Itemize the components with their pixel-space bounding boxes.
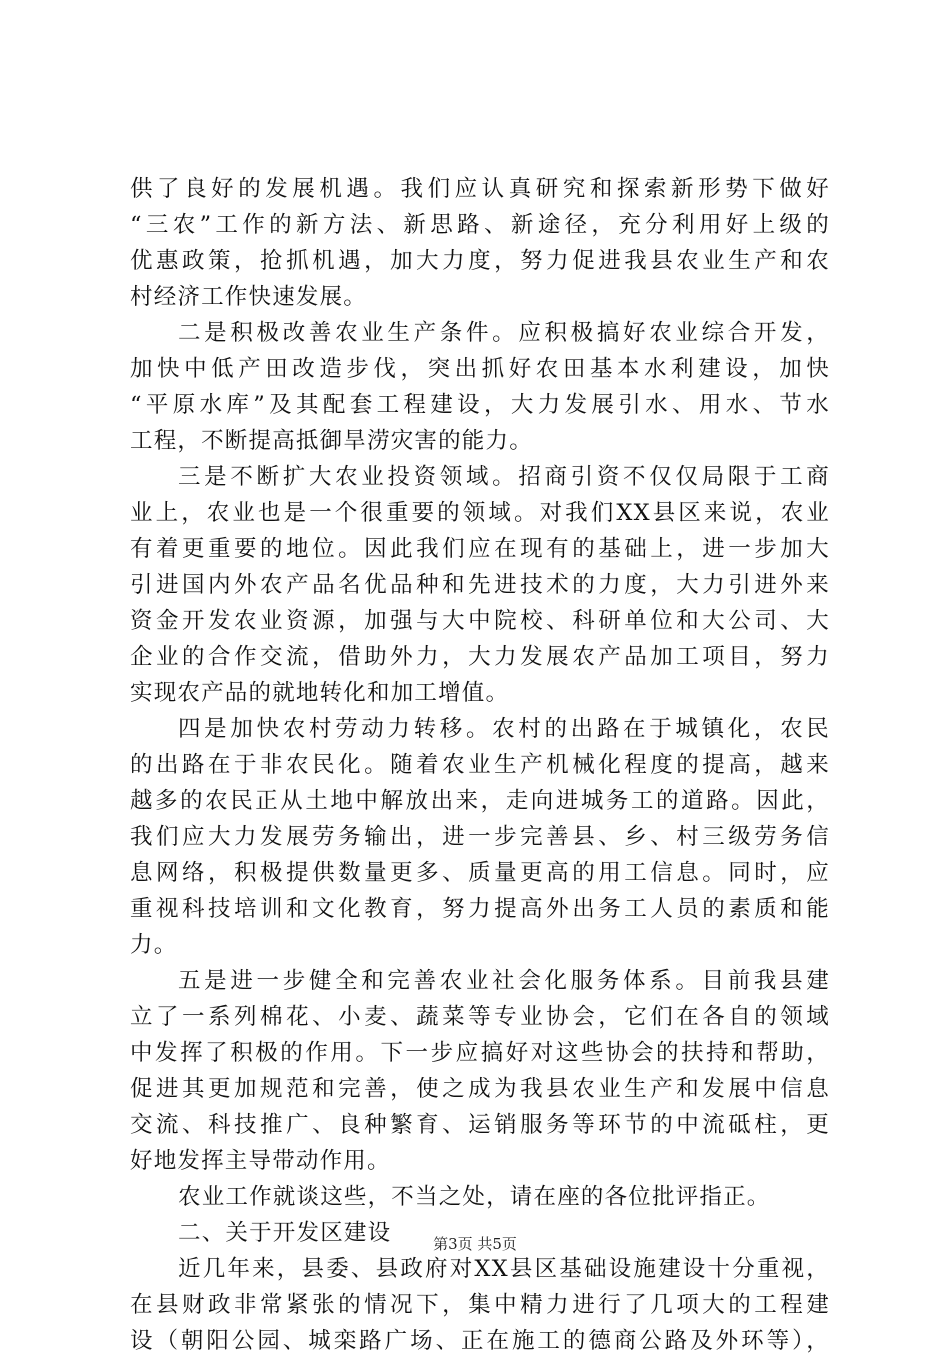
paragraph-start-line: 农业工作就谈这些，不当之处，请在座的各位批评指正。 bbox=[178, 1184, 771, 1210]
text-line: 的出路在于非农民化。随着农业生产机械化程度的提高，越来 bbox=[130, 752, 830, 778]
text-line: 加快中低产田改造步伐，突出抓好农田基本水利建设，加快 bbox=[130, 356, 830, 382]
paragraph-start-line: 四是加快农村劳动力转移。农村的出路在于城镇化，农民 bbox=[178, 716, 830, 742]
text-line: 息网络，积极提供数量更多、质量更高的用工信息。同时，应 bbox=[130, 860, 830, 886]
text-line: 我们应大力发展劳务输出，进一步完善县、乡、村三级劳务信 bbox=[130, 824, 830, 850]
text-line: 优惠政策，抢抓机遇，加大力度，努力促进我县农业生产和农 bbox=[130, 248, 830, 274]
text-line: 越多的农民正从土地中解放出来，走向进城务工的道路。因此， bbox=[130, 788, 830, 814]
text-line: 村经济工作快速发展。 bbox=[130, 284, 368, 310]
paragraph-start-line: 二是积极改善农业生产条件。应积极搞好农业综合开发， bbox=[178, 320, 830, 346]
paragraph-start-line: 三是不断扩大农业投资领域。招商引资不仅仅局限于工商 bbox=[178, 464, 830, 490]
text-line: 中发挥了积极的作用。下一步应搞好对这些协会的扶持和帮助， bbox=[130, 1040, 830, 1066]
text-line: 促进其更加规范和完善，使之成为我县农业生产和发展中信息 bbox=[130, 1076, 830, 1102]
text-line: 实现农产品的就地转化和加工增值。 bbox=[130, 680, 510, 706]
text-line: 好地发挥主导带动作用。 bbox=[130, 1148, 391, 1174]
text-line: 供了良好的发展机遇。我们应认真研究和探索新形势下做好 bbox=[130, 176, 830, 202]
text-line: 交流、科技推广、良种繁育、运销服务等环节的中流砥柱，更 bbox=[130, 1112, 830, 1138]
text-line: 资金开发农业资源，加强与大中院校、科研单位和大公司、大 bbox=[130, 608, 830, 634]
text-line: 在县财政非常紧张的情况下，集中精力进行了几项大的工程建 bbox=[130, 1292, 830, 1318]
text-line: “三农”工作的新方法、新思路、新途径，充分利用好上级的 bbox=[130, 212, 830, 238]
body-text bbox=[130, 171, 830, 1359]
section-heading: 二、关于开发区建设 bbox=[178, 1220, 392, 1246]
text-line: 企业的合作交流，借助外力，大力发展农产品加工项目，努力 bbox=[130, 644, 830, 670]
page-footer: 第3页 共5页 bbox=[433, 1235, 517, 1253]
text-line: 工程，不断提高抵御旱涝灾害的能力。 bbox=[130, 428, 533, 454]
paragraph-start-line: 近几年来，县委、县政府对XX县区基础设施建设十分重视， bbox=[178, 1256, 830, 1282]
text-line: 重视科技培训和文化教育，努力提高外出务工人员的素质和能 bbox=[130, 896, 830, 922]
text-line: 设（朝阳公园、城栾路广场、正在施工的德商公路及外环等）， bbox=[130, 1328, 830, 1354]
text-line: 立了一系列棉花、小麦、蔬菜等专业协会，它们在各自的领域 bbox=[130, 1004, 830, 1030]
text-line: 业上，农业也是一个很重要的领域。对我们XX县区来说，农业 bbox=[130, 500, 830, 526]
text-line: 有着更重要的地位。因此我们应在现有的基础上，进一步加大 bbox=[130, 536, 830, 562]
paragraph-start-line: 五是进一步健全和完善农业社会化服务体系。目前我县建 bbox=[178, 968, 830, 994]
text-line: 引进国内外农产品名优品种和先进技术的力度，大力引进外来 bbox=[130, 572, 830, 598]
text-line: 力。 bbox=[130, 932, 178, 958]
text-line: “平原水库”及其配套工程建设，大力发展引水、用水、节水 bbox=[130, 392, 830, 418]
